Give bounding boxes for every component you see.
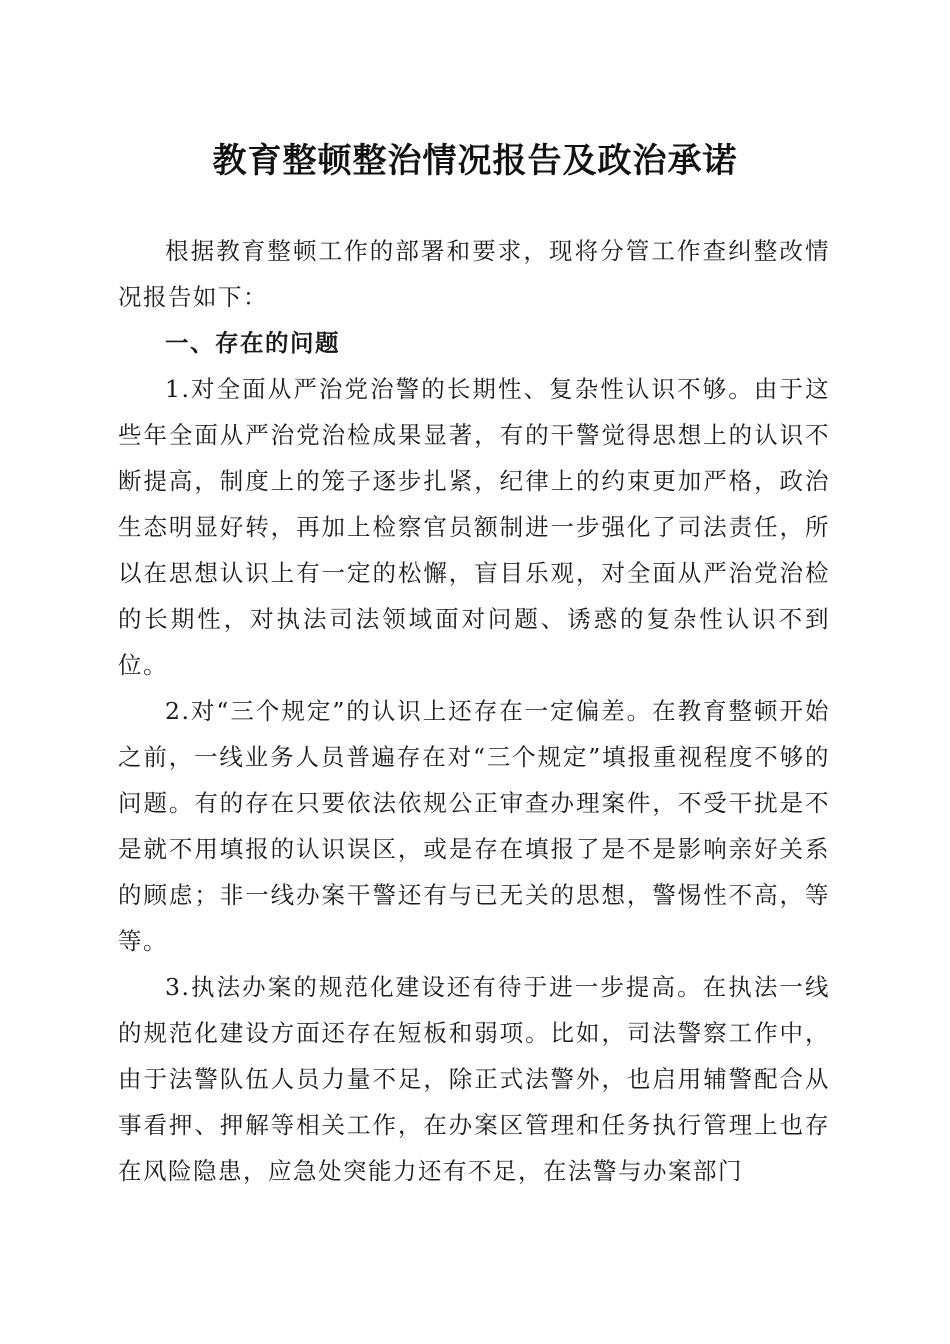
paragraph-2: 2.对“三个规定”的认识上还存在一定偏差。在教育整顿开始之前，一线业务人员普遍存在对“三个规定”填报重视程度不够的问题。有的存在只要依法依规公正审查办理案件，不受干扰是不是就不用填报的认识误区，或是存在填报了是不是影响亲好关系的顾虑；非一线办案干警还有与已无关的思想，警惕性不高，等等。	[118, 697, 830, 955]
section-heading-problems: 一、存在的问题	[165, 329, 340, 357]
intro-paragraph: 根据教育整顿工作的部署和要求，现将分管工作查纠整改情况报告如下：	[118, 237, 830, 311]
paragraph-3: 3.执法办案的规范化建设还有待于进一步提高。在执法一线的规范化建设方面还存在短板和弱项。比如，司法警察工作中，由于法警队伍人员力量不足，除正式法警外，也启用辅警配合从事看押、押解等相关工作，在办案区管理和任务执行管理上也存在风险隐患，应急处突能力还有不足，在法警与办案部门	[118, 973, 830, 1185]
document-body	[118, 228, 830, 1194]
document-title: 教育整顿整治情况报告及政治承诺	[212, 141, 738, 181]
paragraph-1: 1.对全面从严治党治警的长期性、复杂性认识不够。由于这些年全面从严治党治检成果显著，有的干警觉得思想上的认识不断提高，制度上的笼子逐步扎紧，纪律上的约束更加严格，政治生态明显好转，再加上检察官员额制进一步强化了司法责任，所以在思想认识上有一定的松懈，盲目乐观，对全面从严治党治检的长期性，对执法司法领域面对问题、诱惑的复杂性认识不到位。	[118, 375, 830, 679]
